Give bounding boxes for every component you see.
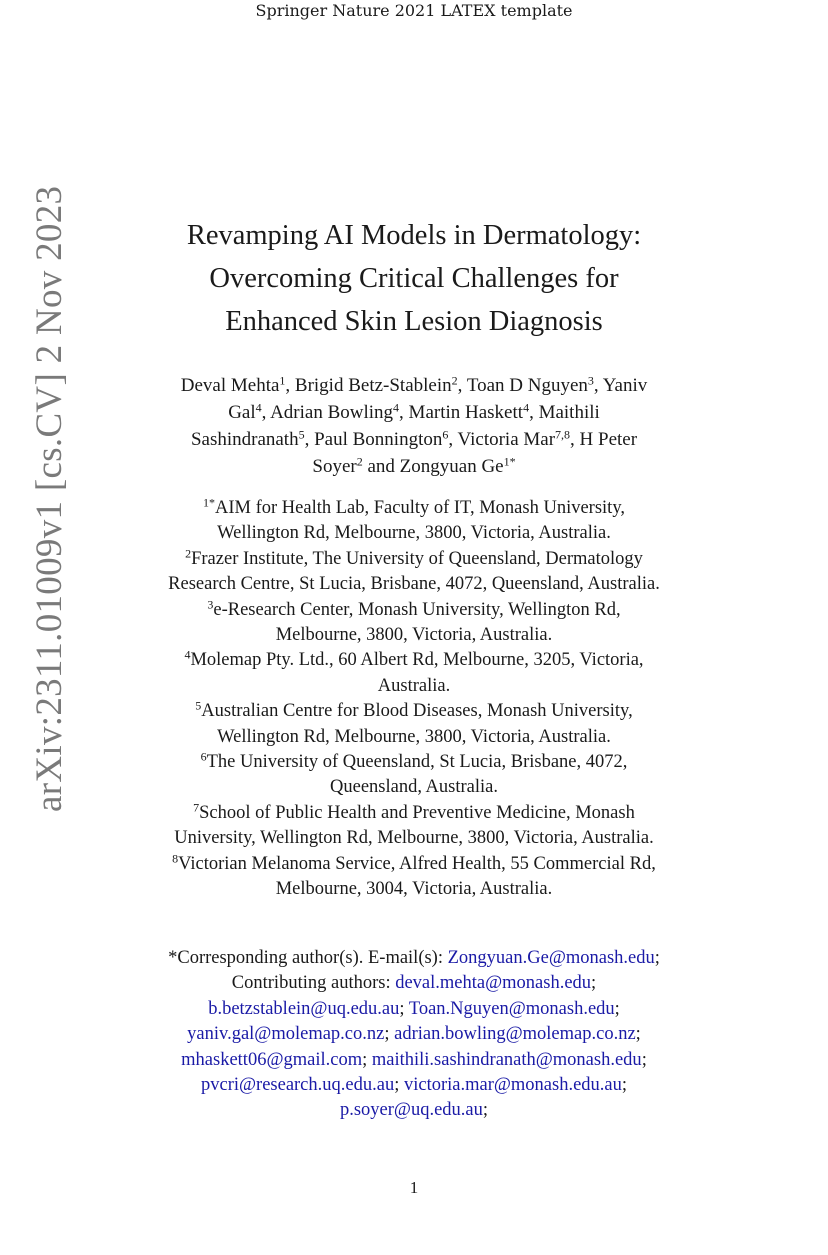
affiliation-line: $^8$Victorian Melanoma Service, Alfred Health, 55 Commercial Rd, [172,851,656,874]
contact-line: b.betzstablein@uq.edu.au; Toan.Nguyen@monash.edu; [208,998,620,1019]
title-line: Overcoming Critical Challenges for [209,263,619,294]
author-affil-marker: 2 [356,454,363,469]
affiliation-line: Australia. [377,675,451,696]
running-header [0,0,828,22]
affiliation-line: Wellington Rd, Melbourne, 3800, Victoria, Australia. [217,523,611,544]
author-affil-marker: 3 [587,373,594,388]
author-name: Victoria Mar [457,429,556,450]
affiliation-list [110,496,718,903]
author-name: Martin Haskett [408,402,524,423]
author-name-part: Maithili [538,402,600,423]
author-affil-marker: 6 [442,427,449,442]
affiliation-line: Melbourne, 3800, Victoria, Australia. [275,625,553,646]
email-link[interactable]: victoria.mar@monash.edu.au [403,1075,622,1096]
affiliation-line: Queensland, Australia. [330,777,498,798]
author-name-part: Gal [228,402,256,423]
author-name: Paul Bonnington [314,429,443,450]
author-name: Brigid Betz-Stablein [294,375,452,396]
title-line: Enhanced Skin Lesion Diagnosis [225,306,603,337]
affiliation-line: $^3$e-Research Center, Monash University, Wellington Rd, [207,597,621,620]
contact-line: pvcri@research.uq.edu.au; victoria.mar@monash.edu.au; [200,1075,628,1096]
contact-line: yaniv.gal@molemap.co.nz; adrian.bowling@molemap.co.nz; [187,1024,641,1045]
author-line: Deval Mehta$^1$, Brigid Betz-Stablein$^2$, Toan D Nguyen$^3$, Yaniv [180,373,648,396]
affiliation-line: Research Centre, St Lucia, Brisbane, 4072, Queensland, Australia. [168,574,660,595]
author-affil-marker: 1* [503,454,516,469]
affiliation-marker: 5 [195,698,202,713]
author-name-part: H Peter [579,429,638,450]
paper-title [110,214,718,343]
author-affil-marker: 4 [393,400,400,415]
author-affil-marker: 1 [279,373,286,388]
email-link[interactable]: Zongyuan.Ge@monash.edu [447,948,655,968]
author-line: Soyer$^2$ and Zongyuan $Ge^{1*}$ [312,454,516,477]
contact-line: Contributing authors: deval.mehta@monash.edu; [231,973,597,994]
email-link[interactable]: yaniv.gal@molemap.co.nz [187,1024,385,1045]
title-line: Revamping AI Models in Dermatology: [186,220,642,251]
corresponding-label: *Corresponding author(s). E-mail(s): [168,948,443,968]
email-link[interactable]: p.soyer@uq.edu.au [339,1100,483,1121]
author-name-part: Yaniv [602,375,648,396]
email-link[interactable]: deval.mehta@monash.edu [395,973,592,994]
affiliation-marker: 4 [184,647,191,662]
author-name-part: Sashindranath [190,429,299,450]
affiliation-line: Melbourne, 3004, Victoria, Australia. [275,879,553,900]
author-list [110,372,718,480]
author-name: Deval Mehta [180,375,280,396]
author-affil-marker: 4 [523,400,530,415]
email-link[interactable]: adrian.bowling@molemap.co.nz [394,1024,636,1045]
affiliation-line: $^6$The University of Queensland, St Lucia, Brisbane, 4072, [200,749,628,773]
page-number: 1 [409,1178,419,1197]
contact-line: *Corresponding author(s). E-mail(s): Zongyuan.Ge@monash.edu; [168,948,660,968]
author-line: Gal$^4$, Adrian Bowling$^4$, Martin Haskett$^4$, Maithili [228,400,600,423]
author-name-part: Soyer [312,456,357,477]
affiliation-marker: 1* [203,495,215,510]
contact-line: mhaskett06@gmail.com; maithili.sashindranath@monash.edu; [181,1049,647,1070]
affiliation-marker: 6 [200,749,207,764]
affiliation-line: $^5$Australian Centre for Blood Diseases, Monash University, [195,698,633,722]
affiliation-line: $^2$Frazer Institute, The University of Queensland, Dermatology [185,546,643,569]
email-link[interactable]: pvcri@research.uq.edu.au [200,1075,395,1096]
author-name: Zongyuan Ge [399,456,504,477]
author-affil-marker: 5 [298,427,305,442]
contributing-label: Contributing authors: [231,973,391,994]
author-affil-marker: 2 [451,373,458,388]
contact-block [110,946,718,1124]
email-link[interactable]: Toan.Nguyen@monash.edu [408,998,615,1019]
affiliation-marker: 3 [207,597,214,612]
author-affil-marker: 4 [255,400,262,415]
affiliation-line: University, Wellington Rd, Melbourne, 3800, Victoria, Australia. [174,828,654,849]
author-line: Sashindranath$^5$, Paul Bonnington$^6$, Victoria Mar$^{7,8}$, H Peter [190,427,638,450]
email-link[interactable]: maithili.sashindranath@monash.edu [371,1049,642,1070]
author-affil-marker: 7,8 [555,427,571,442]
author-name: Toan D Nguyen [466,375,588,396]
contact-line: p.soyer@uq.edu.au; [339,1100,489,1121]
author-name: Adrian Bowling [270,402,394,423]
email-link[interactable]: mhaskett06@gmail.com [181,1049,363,1070]
arxiv-identifier: arXiv:2311.01009v1 [cs.CV] 2 Nov 2023 [29,185,70,812]
email-link[interactable]: b.betzstablein@uq.edu.au [208,998,400,1019]
affiliation-line: $^7$School of Public Health and Preventive Medicine, Monash [193,800,635,823]
affiliation-marker: 2 [185,546,192,561]
running-header-text: Springer Nature 2021 LATEX template [255,1,573,20]
affiliation-line: $^4$Molemap Pty. Ltd., 60 Albert Rd, Melbourne, 3205, Victoria, [184,647,644,671]
affiliation-line: $^{1*}$AIM for Health Lab, Faculty of IT, Monash University, [203,495,625,518]
affiliation-marker: 8 [172,851,179,866]
affiliation-marker: 7 [193,800,200,815]
affiliation-line: Wellington Rd, Melbourne, 3800, Victoria, Australia. [217,726,611,747]
